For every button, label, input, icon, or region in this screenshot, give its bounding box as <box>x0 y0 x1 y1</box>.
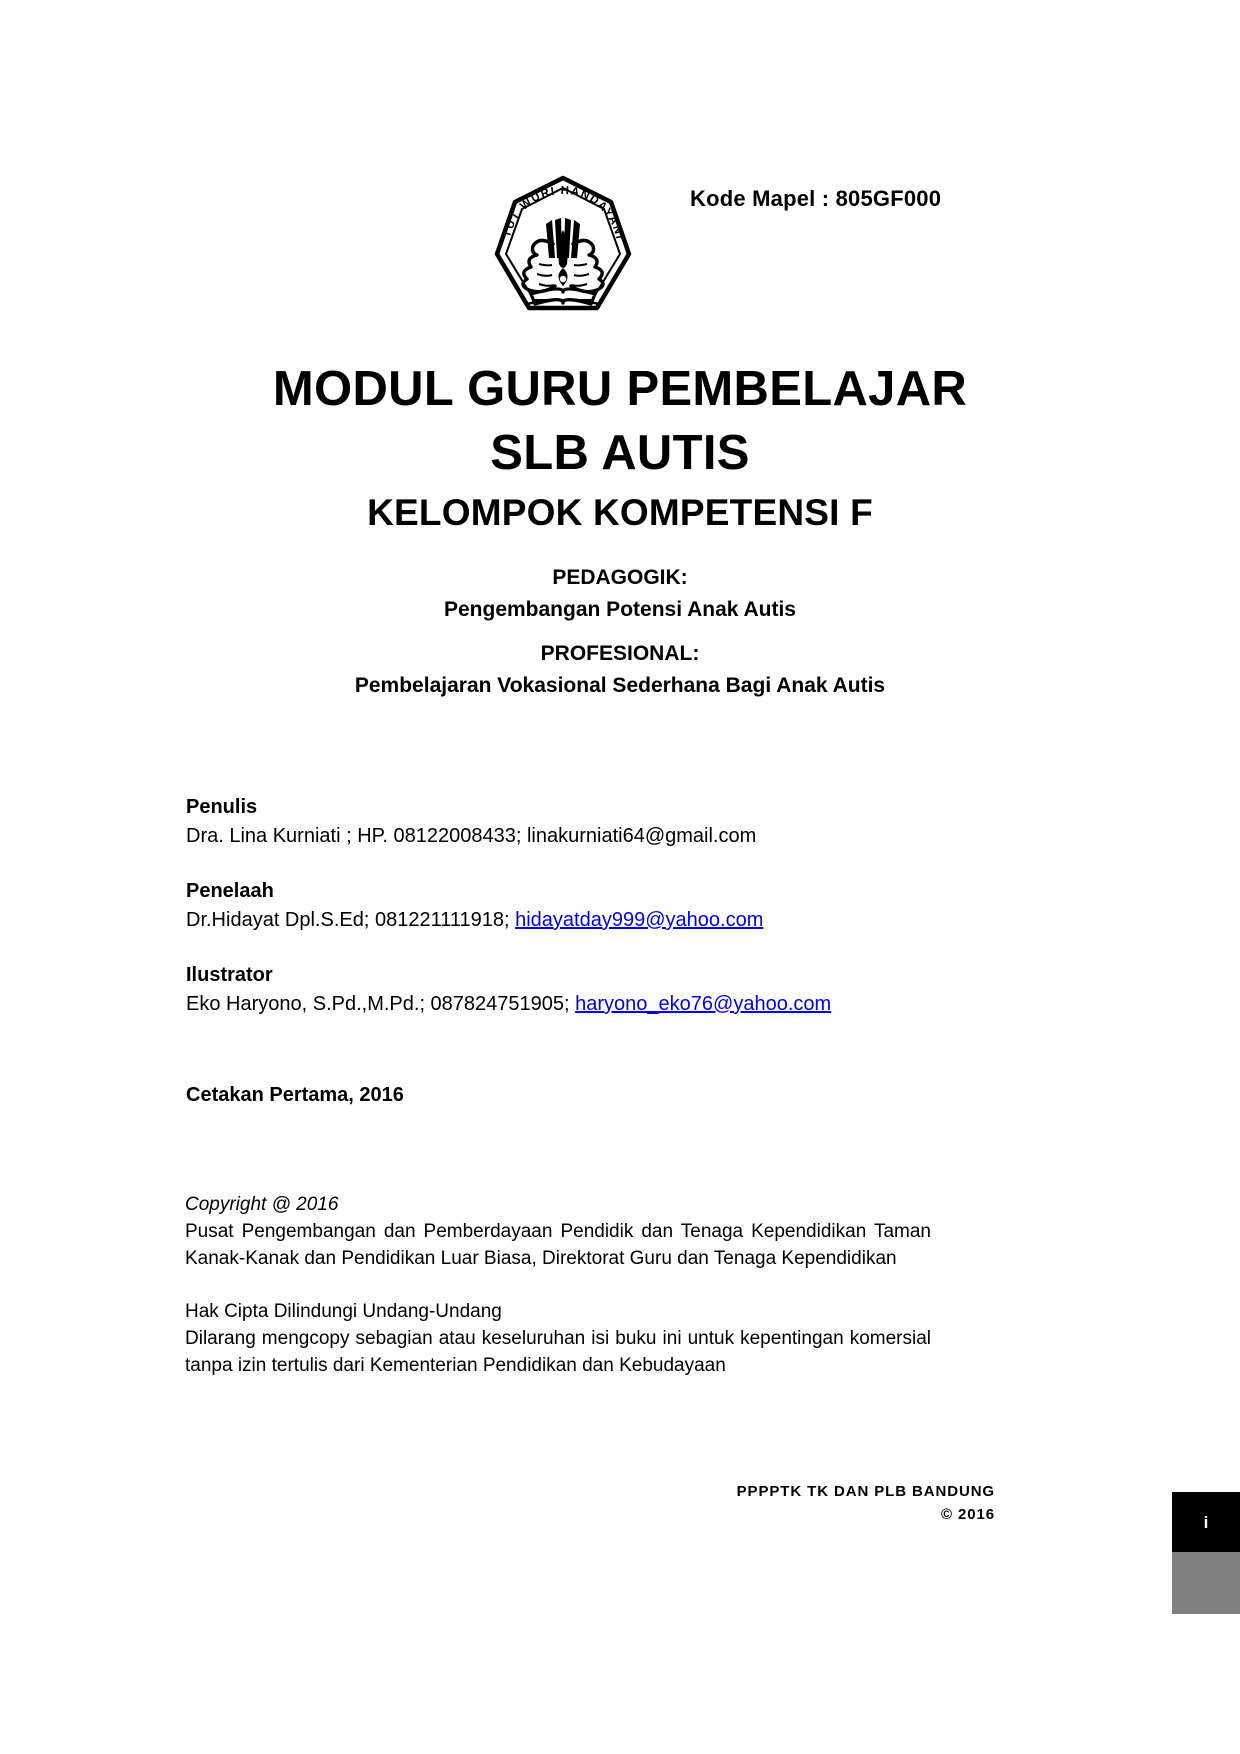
profesional-section <box>0 638 1240 701</box>
competency-title: KELOMPOK KOMPETENSI F <box>367 492 873 534</box>
profesional-topic: Pembelajaran Vokasional Sederhana Bagi Anak Autis <box>354 673 886 697</box>
copyright-block <box>185 1192 931 1380</box>
copyright-year-line: Copyright @ 2016 <box>185 1194 339 1215</box>
page-marker-accent <box>1172 1552 1240 1614</box>
page-title-line2: SLB AUTIS <box>490 425 750 480</box>
ilustrator-detail <box>186 990 1066 1019</box>
pedagogik-heading: PEDAGOGIK: <box>552 566 688 589</box>
penelaah-detail-text: Dr.Hidayat Dpl.S.Ed; 081221111918; <box>186 909 516 931</box>
profesional-heading: PROFESIONAL: <box>540 642 700 665</box>
ilustrator-label: Ilustrator <box>186 964 273 986</box>
penulis-detail: Dra. Lina Kurniati ; HP. 08122008433; linakurniati64@gmail.com <box>186 825 757 847</box>
cetakan-text: Cetakan Pertama, 2016 <box>186 1084 404 1106</box>
kode-mapel-text: Kode Mapel : 805GF000 <box>690 186 942 211</box>
footer-block <box>737 1480 995 1527</box>
copyright-publisher: Pusat Pengembangan dan Pemberdayaan Pendidik dan Tenaga Kependidikan Taman Kanak-Kanak dan Pendidikan Luar Biasa, Direktorat Guru dan Tenaga Kependidikan <box>185 1220 931 1269</box>
page-number-badge: i <box>1172 1492 1240 1554</box>
hak-cipta-body: Dilarang mengcopy sebagian atau keseluruhan isi buku ini untuk kepentingan komersial tanpa izin tertulis dari Kementerian Pendidikan dan Kebudayaan <box>185 1327 931 1376</box>
hak-cipta-heading: Hak Cipta Dilindungi Undang-Undang <box>185 1300 502 1322</box>
page-title-line1: MODUL GURU PEMBELAJAR <box>272 362 968 416</box>
penelaah-email-link[interactable]: hidayatday999@yahoo.com <box>515 909 764 931</box>
penelaah-detail <box>186 906 1066 935</box>
penulis-label: Penulis <box>186 796 258 818</box>
pedagogik-topic: Pengembangan Potensi Anak Autis <box>443 597 796 621</box>
pedagogik-section <box>0 562 1240 625</box>
title-block <box>0 358 1240 538</box>
tut-wuri-handayani-logo <box>483 172 643 322</box>
ilustrator-email-link[interactable]: haryono_eko76@yahoo.com <box>575 993 832 1015</box>
penelaah-label: Penelaah <box>186 880 274 902</box>
paragraph-spacer <box>185 1273 931 1299</box>
footer-institution: PPPPTK TK DAN PLB BANDUNG <box>736 1482 995 1500</box>
ilustrator-detail-text: Eko Haryono, S.Pd.,M.Pd.; 087824751905; <box>186 993 576 1015</box>
svg-text:TUT WURI HANDAYANI: TUT WURI HANDAYANI <box>501 184 626 242</box>
footer-year: © 2016 <box>941 1505 995 1523</box>
credits-block <box>186 793 1066 1019</box>
